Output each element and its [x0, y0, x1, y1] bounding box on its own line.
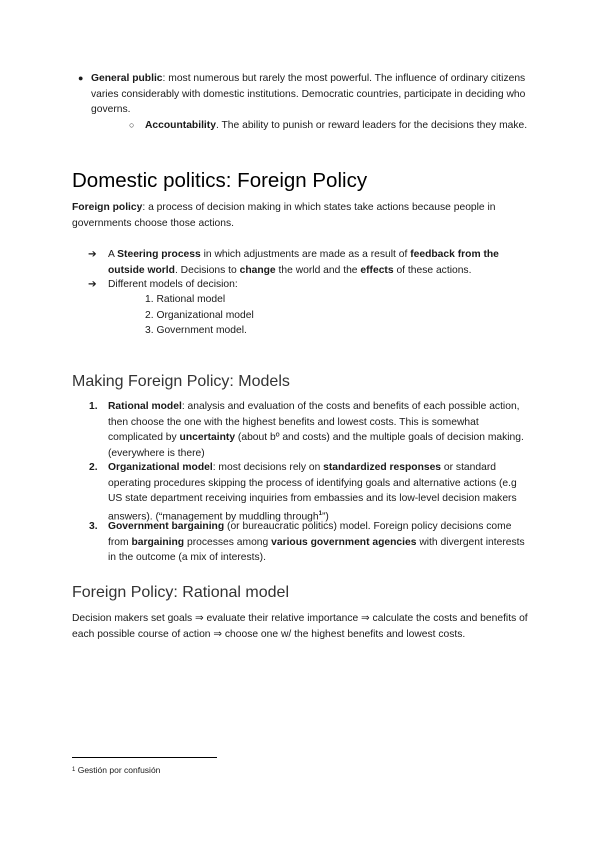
models-heading: Making Foreign Policy: Models: [72, 373, 290, 390]
model3-text: with divergent interests in the outcome (a mix of interests).: [108, 536, 525, 563]
term-bargaining: bargaining: [131, 536, 185, 548]
arrow-item-steering: [88, 247, 532, 278]
list-item: 1. Rational model: [145, 294, 226, 305]
arrow2-text: Different models of decision:: [108, 279, 238, 290]
rational-paragraph: Decision makers set goals ⇒ evaluate their relative importance ⇒ calculate the costs and benefits of each possible course of action ⇒ choose one w/ the highest benefits and lowest costs.: [72, 613, 528, 640]
model1-text: (about bº and costs) and the multiple goals of decision making. (everywhere is there): [108, 432, 524, 459]
bullet-general-public: [78, 71, 531, 118]
model2-text: or standard operating procedures skipping the process of identifying goals and alternative actions (e.g US state department receiving inquiries from embassies and its low-level decision makers answers). (“management by muddling through: [108, 462, 517, 522]
list-number: 3.: [89, 521, 98, 532]
model3-text: (or bureaucratic politics) model. Foreign policy decisions come from: [108, 521, 512, 548]
model2-text: ”): [321, 510, 329, 522]
term-general-public: General public: [91, 73, 163, 84]
term-effects: effects: [360, 264, 394, 276]
footnote-text: Gestión por confusión: [75, 765, 161, 775]
arrow1-text: of these actions.: [393, 264, 472, 276]
bullet-dot-icon: ●: [78, 73, 84, 83]
list-number: 2.: [89, 462, 98, 473]
footnote-divider: [72, 757, 217, 758]
arrow-right-icon: ➔: [88, 279, 97, 290]
term-uncertainty: uncertainty: [179, 432, 236, 443]
term-change: change: [239, 264, 276, 276]
list-item: 2. Organizational model: [145, 309, 254, 321]
footnote-number: 1: [72, 767, 76, 773]
arrow-item-models: [88, 277, 532, 293]
list-number: 1.: [89, 401, 98, 412]
term-accountability: Accountability: [145, 120, 216, 131]
section-title: Domestic politics: Foreign Policy: [72, 169, 368, 192]
arrow1-text: the world and the: [275, 264, 361, 276]
term-feedback: feedback from the outside world: [108, 249, 499, 276]
foreign-policy-text: : a process of decision making in which states take actions because people in governments choose those actions.: [72, 202, 496, 229]
accountability-text: . The ability to punish or reward leaders for the decisions they make.: [215, 120, 528, 131]
bullet-accountability: [129, 118, 535, 134]
model-item-government: [89, 519, 533, 566]
term-standardized-responses: standardized responses: [323, 462, 442, 473]
models-short-list: [145, 292, 254, 339]
arrow1-text: A: [108, 249, 118, 260]
general-public-text: : most numerous but rarely the most powerful. The influence of ordinary citizens varies considerably with domestic institutions. Democratic countries, participate in deciding who governs.: [91, 73, 526, 115]
model-item-rational: [89, 399, 533, 461]
model-item-organizational: [89, 460, 533, 524]
arrow1-text: . Decisions to: [174, 264, 240, 276]
foreign-policy-definition: [72, 200, 532, 231]
list-item: 3. Government model.: [145, 325, 247, 336]
term-steering-process: Steering process: [117, 249, 201, 260]
arrow-right-icon: ➔: [88, 249, 97, 260]
model3-text: processes among: [184, 536, 272, 548]
model2-text: : most decisions rely on: [212, 462, 324, 473]
hollow-bullet-icon: ○: [129, 120, 135, 130]
footnote-reference[interactable]: 1: [318, 510, 322, 517]
footnote: [72, 764, 160, 776]
arrow1-text: in which adjustments are made as a result of: [200, 249, 411, 260]
model1-text: : analysis and evaluation of the costs and benefits of each possible action, then choose the one with the highest benefits and lowest costs. This is somewhat complicated by: [108, 401, 520, 443]
term-various-agencies: various government agencies: [271, 536, 417, 548]
term-rational-model: Rational model: [108, 401, 182, 412]
term-government-bargaining: Government bargaining: [108, 521, 225, 532]
rational-heading: Foreign Policy: Rational model: [72, 584, 289, 601]
term-foreign-policy: Foreign policy: [72, 202, 143, 213]
term-organizational-model: Organizational model: [108, 462, 213, 473]
